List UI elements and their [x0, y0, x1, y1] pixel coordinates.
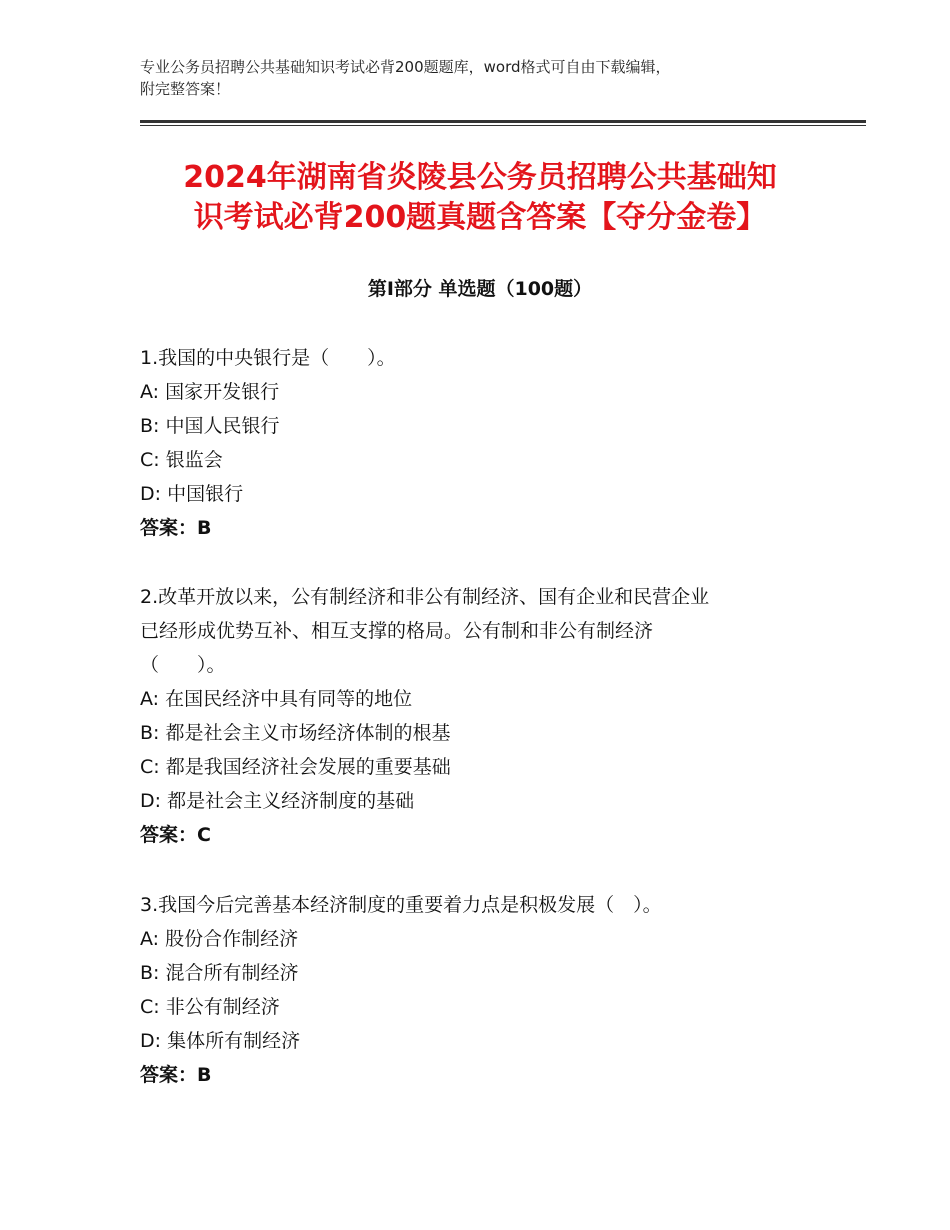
question-stem-line-2: 已经形成优势互补、相互支撑的格局。公有制和非公有制经济 [140, 620, 654, 642]
option-a: A: 在国民经济中具有同等的地位 [140, 688, 413, 710]
header-divider-thin [140, 125, 866, 126]
option-d: D: 集体所有制经济 [140, 1030, 301, 1052]
question-2 [140, 580, 840, 852]
header-note-line-1: 专业公务员招聘公共基础知识考试必背200题题库，word格式可自由下载编辑， [140, 58, 671, 76]
option-b: B: 中国人民银行 [140, 415, 280, 437]
answer: 答案：B [140, 517, 212, 539]
option-b: B: 混合所有制经济 [140, 962, 299, 984]
option-a: A: 国家开发银行 [140, 381, 280, 403]
question-3 [140, 888, 840, 1092]
section-title: 第Ⅰ部分 单选题（100题） [367, 278, 593, 300]
option-d: D: 都是社会主义经济制度的基础 [140, 790, 415, 812]
option-b: B: 都是社会主义市场经济体制的根基 [140, 722, 451, 744]
document-title-line-2: 识考试必背200题真题含答案【夺分金卷】 [193, 200, 767, 235]
option-c: C: 非公有制经济 [140, 996, 280, 1018]
question-stem-line-3: （ ）。 [140, 654, 226, 676]
question-stem: 1.我国的中央银行是（ ）。 [140, 347, 396, 369]
answer: 答案：B [140, 1064, 212, 1086]
document-title-line-1: 2024年湖南省炎陵县公务员招聘公共基础知 [183, 160, 777, 195]
document-title [140, 158, 820, 238]
option-c: C: 银监会 [140, 449, 223, 471]
header-note-line-2: 附完整答案！ [140, 80, 231, 98]
question-stem: 3.我国今后完善基本经济制度的重要着力点是积极发展（ ）。 [140, 894, 662, 916]
question-1 [140, 341, 840, 545]
header-note [140, 56, 820, 100]
option-d: D: 中国银行 [140, 483, 244, 505]
header-divider-thick [140, 120, 866, 123]
answer: 答案：C [140, 824, 211, 846]
question-stem-line-1: 2.改革开放以来，公有制经济和非公有制经济、国有企业和民营企业 [140, 586, 710, 608]
option-a: A: 股份合作制经济 [140, 928, 299, 950]
option-c: C: 都是我国经济社会发展的重要基础 [140, 756, 451, 778]
